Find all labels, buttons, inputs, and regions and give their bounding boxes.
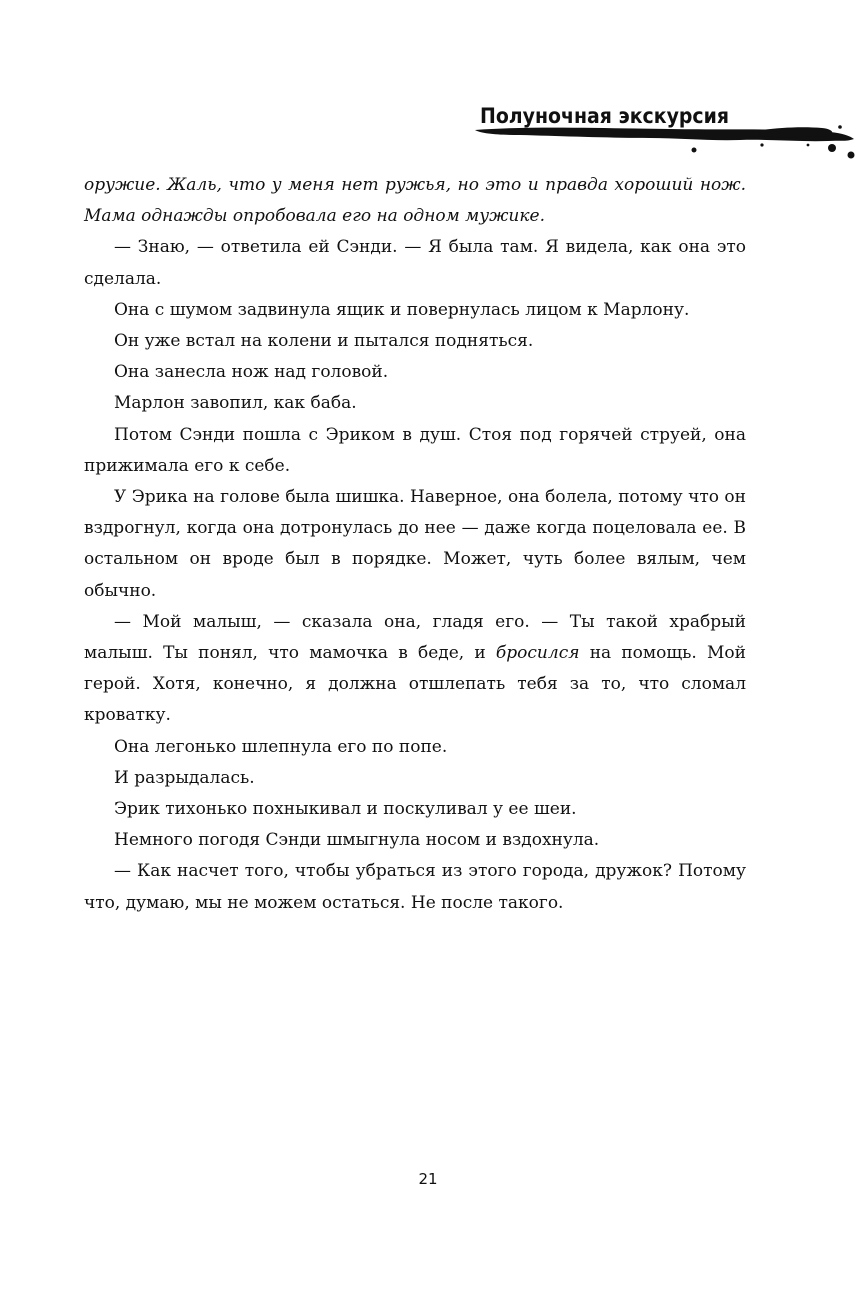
emphasis-text: бросился xyxy=(495,643,580,664)
paragraph xyxy=(84,607,746,732)
paragraph: И разрыдалась. xyxy=(114,767,255,788)
paragraph: Она с шумом задвинула ящик и повернулась лицом к Марлону. xyxy=(114,299,690,320)
paragraph: — Как насчет того, чтобы убраться из этого города, дружок? Потому что, думаю, мы не можем остаться. Не после такого. xyxy=(84,861,746,913)
page-number: 21 xyxy=(418,1170,438,1188)
paragraph-text: — Мой малыш, — сказала она, гладя его. — Ты такой храбрый малыш. Ты понял, что мамочка в беде, и xyxy=(84,611,746,664)
paragraph: Эрик тихонько похныкивал и поскуливал у ее шеи. xyxy=(114,799,577,820)
paragraph: оружие. Жаль, что у меня нет ружья, но это и правда хороший нож. Мама однажды опробовала его на одном мужике. xyxy=(84,175,746,227)
paragraph: Немного погодя Сэнди шмыгнула носом и вздохнула. xyxy=(114,830,600,851)
paragraph: Потом Сэнди пошла с Эриком в душ. Стоя под горячей струей, она прижимала его к себе. xyxy=(84,424,746,476)
paragraph: Марлон завопил, как баба. xyxy=(114,393,357,414)
paragraph-text: на помощь. Мой герой. Хотя, конечно, я должна отшлепать тебя за то, что сломал кроватку. xyxy=(84,643,746,726)
paragraph: — Знаю, — ответила ей Сэнди. — Я была там. Я видела, как она это сделала. xyxy=(84,237,746,289)
running-title: Полуночная экскурсия xyxy=(480,104,730,128)
running-head xyxy=(470,98,856,168)
paragraph: Она легонько шлепнула его по попе. xyxy=(114,736,448,757)
paragraph: Она занесла нож над головой. xyxy=(114,362,389,383)
paragraph: Он уже встал на колени и пытался подняться. xyxy=(114,331,534,352)
body-text xyxy=(84,170,746,919)
paragraph: У Эрика на голове была шишка. Наверное, она болела, потому что он вздрогнул, когда она дотронулась до нее — даже когда поцеловала ее. В остальном он вроде был в порядке. Может, чуть более вялым, чем обычно. xyxy=(84,487,746,601)
